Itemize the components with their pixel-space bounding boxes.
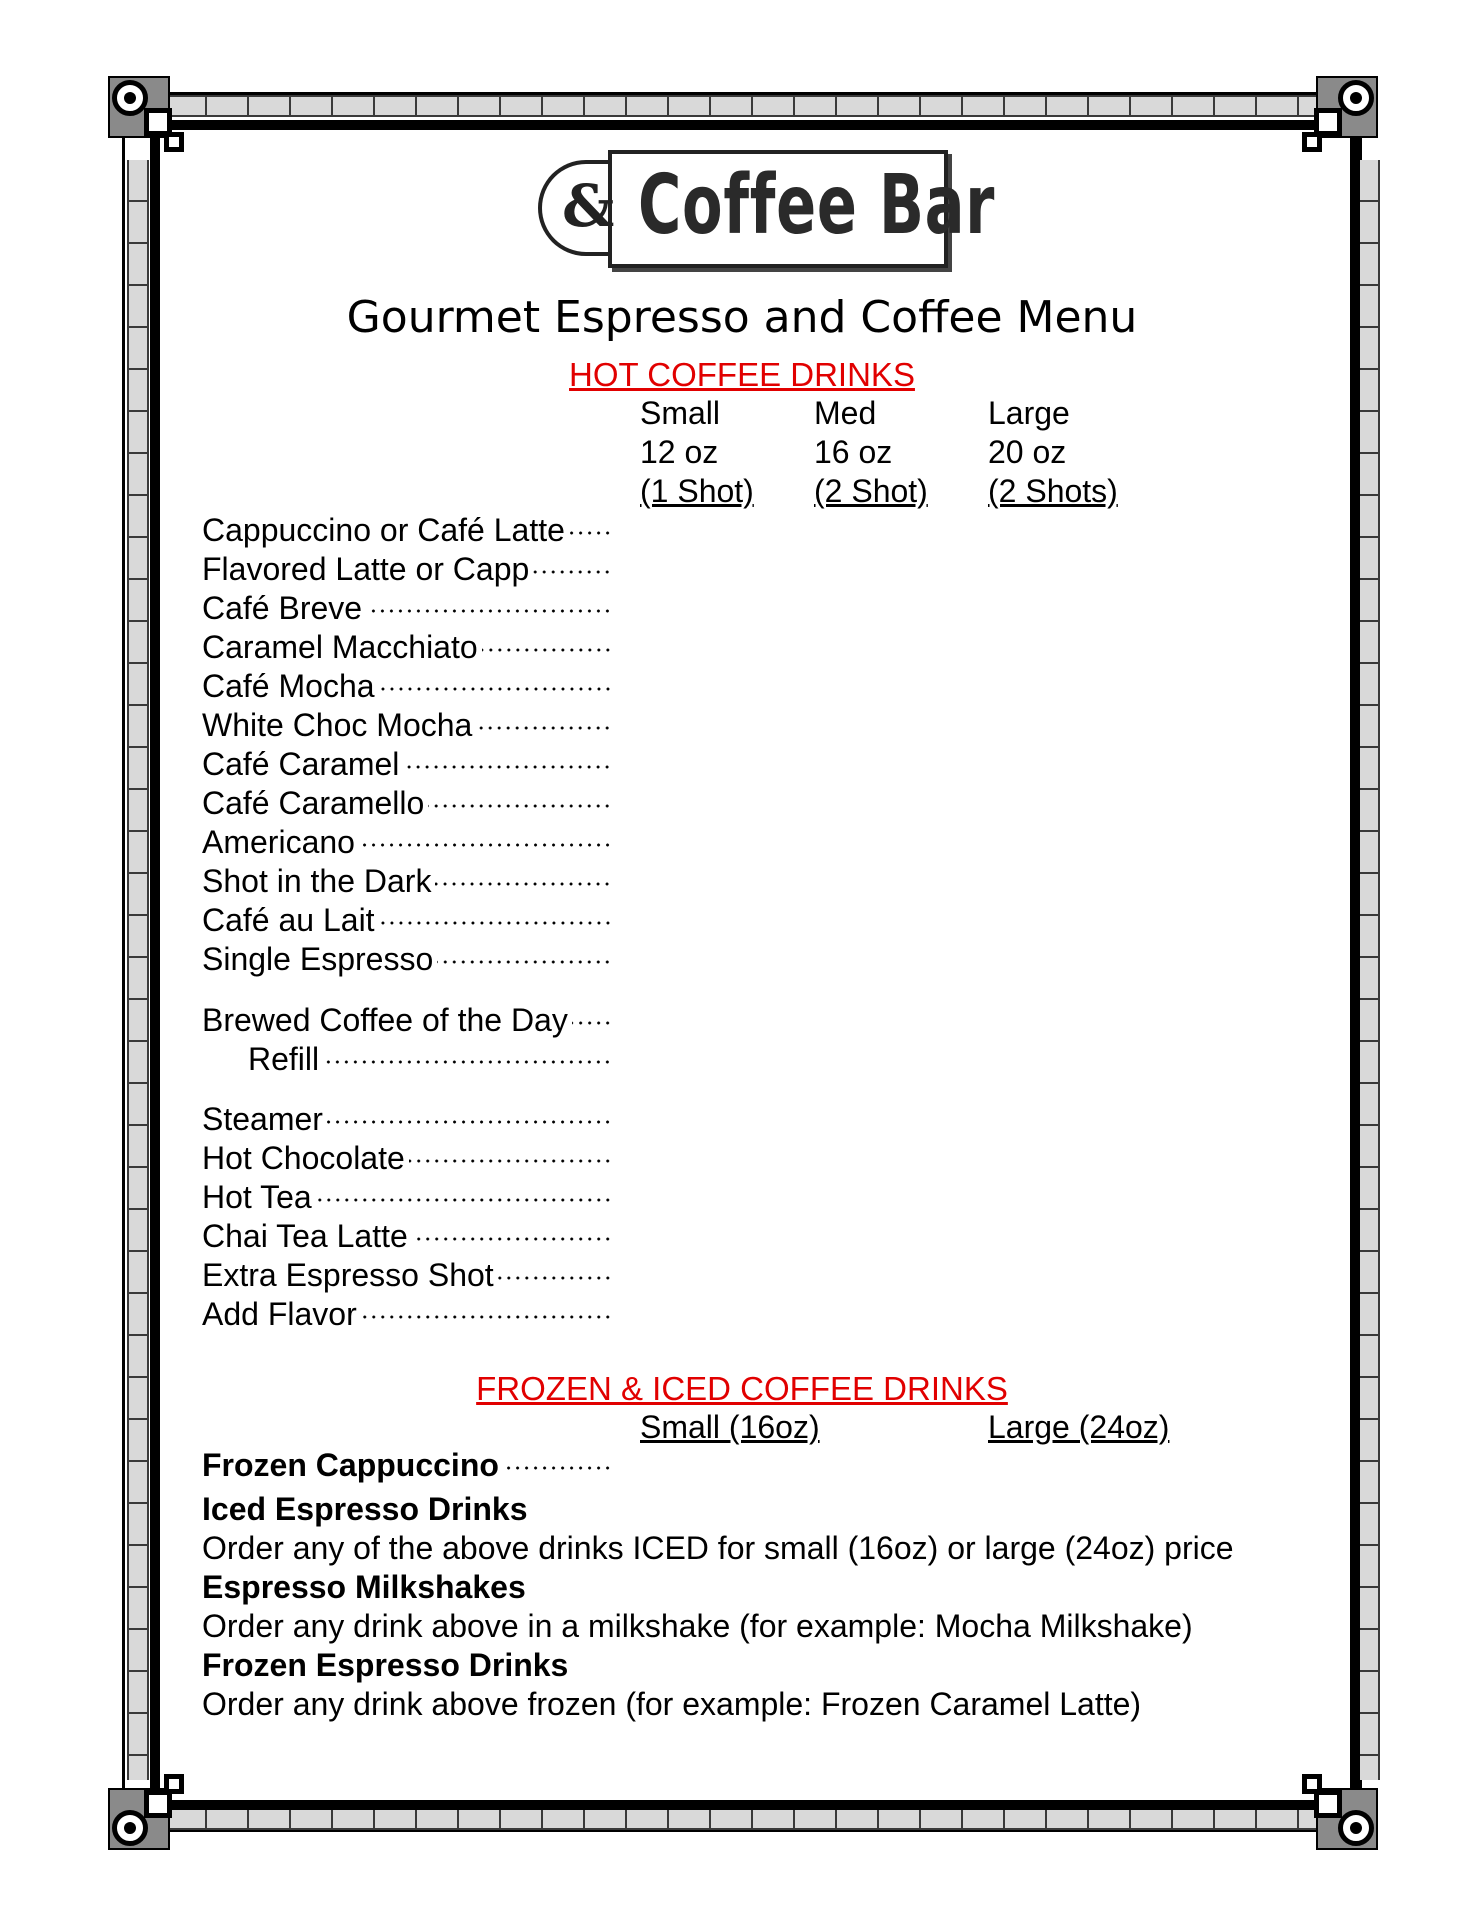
logo-ampersand: & bbox=[562, 172, 615, 240]
size-small-oz: 12 oz bbox=[640, 434, 719, 470]
size-med-shots: (2 Shot) bbox=[814, 473, 928, 509]
menu-item: Americano bbox=[202, 823, 612, 862]
size-med-name: Med bbox=[814, 395, 877, 431]
corner-ornament-bottom-right bbox=[1296, 1768, 1378, 1850]
menu-title: Gourmet Espresso and Coffee Menu bbox=[346, 292, 1138, 343]
menu-item: Shot in the Dark bbox=[202, 862, 612, 901]
menu-item: Café Mocha bbox=[202, 667, 612, 706]
menu-item-brewed: Brewed Coffee of the Day bbox=[202, 1001, 612, 1040]
menu-item: Café Caramel bbox=[202, 745, 612, 784]
frozen-size-large: Large (24oz) bbox=[988, 1409, 1170, 1445]
size-med-oz: 16 oz bbox=[814, 434, 893, 470]
size-large-shots: (2 Shots) bbox=[988, 473, 1118, 509]
menu-item: Café Caramello bbox=[202, 784, 612, 823]
menu-item: Chai Tea Latte bbox=[202, 1217, 612, 1256]
menu-item-frozen-cappuccino: Frozen Cappuccino bbox=[202, 1446, 612, 1485]
menu-item: Caramel Macchiato bbox=[202, 628, 612, 667]
frozen-size-small: Small (16oz) bbox=[640, 1409, 820, 1445]
corner-ornament-top-right bbox=[1296, 76, 1378, 158]
size-column-large bbox=[988, 394, 1118, 511]
size-small-name: Small bbox=[640, 395, 721, 431]
menu-item: Steamer bbox=[202, 1100, 612, 1139]
corner-ornament-bottom-left bbox=[108, 1768, 190, 1850]
menu-item: Hot Chocolate bbox=[202, 1139, 612, 1178]
frozen-espresso-title: Frozen Espresso Drinks bbox=[202, 1647, 569, 1683]
right-tile-band bbox=[1358, 160, 1380, 1780]
menu-item: Café Breve bbox=[202, 589, 612, 628]
logo-name: Coffee Bar bbox=[638, 158, 996, 253]
frozen-drinks-heading: FROZEN & ICED COFFEE DRINKS bbox=[476, 1370, 1008, 1407]
frozen-espresso-desc: Order any drink above frozen (for example: Frozen Caramel Latte) bbox=[202, 1686, 1142, 1722]
milkshake-desc: Order any drink above in a milkshake (for example: Mocha Milkshake) bbox=[202, 1608, 1193, 1644]
corner-ornament-top-left bbox=[108, 76, 190, 158]
menu-item: Cappuccino or Café Latte bbox=[202, 511, 612, 550]
left-tile-band bbox=[127, 160, 149, 1780]
menu-item: White Choc Mocha bbox=[202, 706, 612, 745]
menu-item: Hot Tea bbox=[202, 1178, 612, 1217]
menu-item: Single Espresso bbox=[202, 940, 612, 979]
milkshake-title: Espresso Milkshakes bbox=[202, 1569, 526, 1605]
menu-item: Add Flavor bbox=[202, 1295, 612, 1334]
menu-item: Café au Lait bbox=[202, 901, 612, 940]
size-column-small bbox=[640, 394, 754, 511]
size-large-oz: 20 oz bbox=[988, 434, 1067, 470]
size-small-shots: (1 Shot) bbox=[640, 473, 754, 509]
coffee-bar-logo bbox=[538, 148, 996, 272]
iced-drinks-title: Iced Espresso Drinks bbox=[202, 1491, 528, 1527]
size-column-med bbox=[814, 394, 928, 511]
size-large-name: Large bbox=[988, 395, 1070, 431]
menu-item: Flavored Latte or Capp bbox=[202, 550, 612, 589]
iced-drinks-desc: Order any of the above drinks ICED for small (16oz) or large (24oz) price bbox=[202, 1530, 1234, 1566]
menu-item-refill: Refill bbox=[202, 1040, 612, 1079]
top-tile-band bbox=[165, 95, 1320, 117]
bottom-tile-band bbox=[165, 1808, 1320, 1830]
menu-item: Extra Espresso Shot bbox=[202, 1256, 612, 1295]
hot-drinks-heading: HOT COFFEE DRINKS bbox=[569, 356, 915, 393]
